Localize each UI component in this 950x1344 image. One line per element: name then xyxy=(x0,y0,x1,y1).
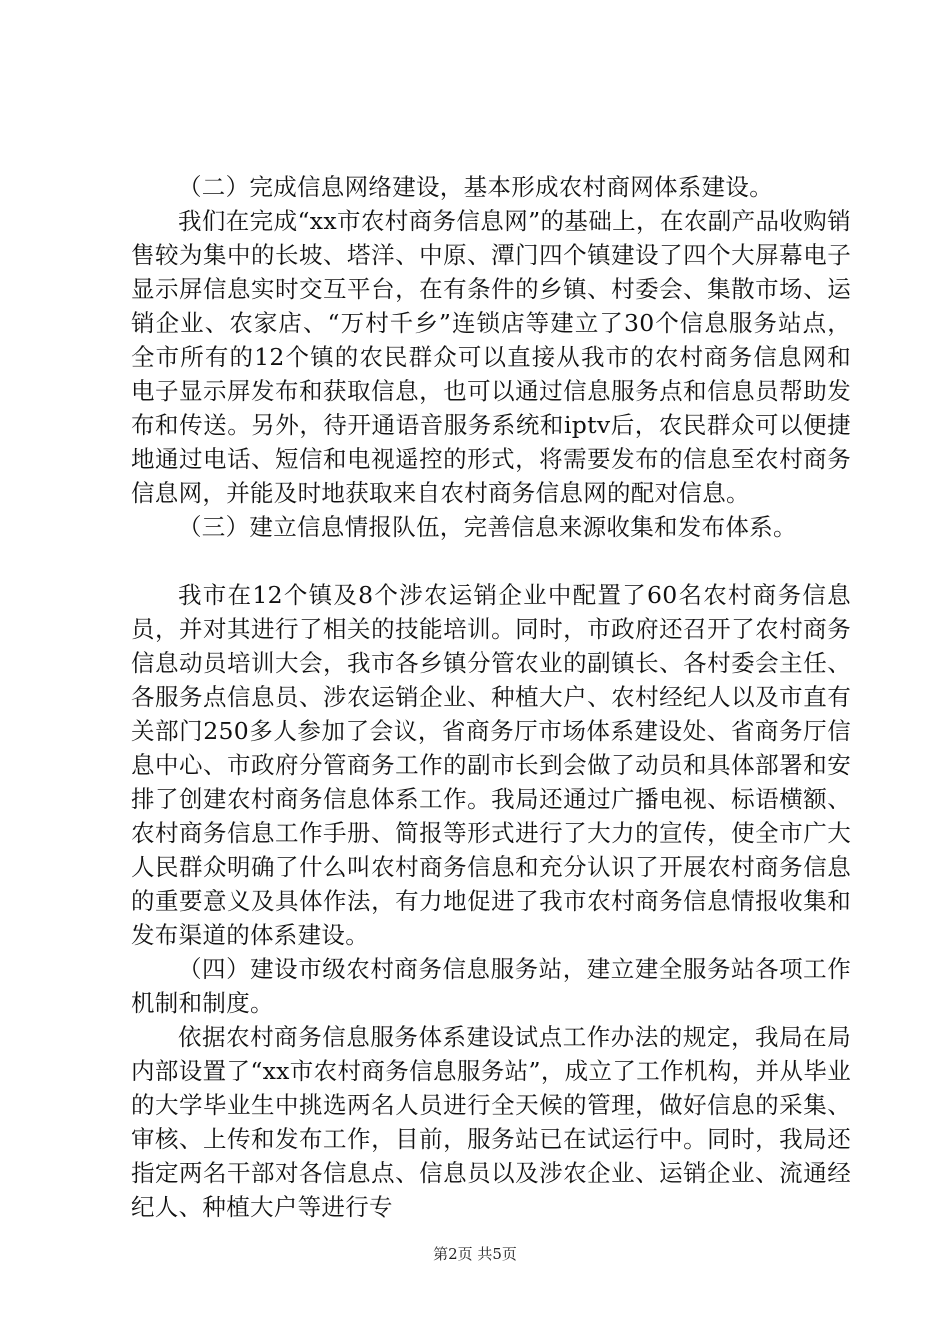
heading-section-3: （三）建立信息情报队伍，完善信息来源收集和发布体系。 xyxy=(178,513,797,541)
blank-line xyxy=(131,544,851,578)
paragraph-network: 我们在完成“xx市农村商务信息网”的基础上，在农副产品收购销售较为集中的长坡、塔洋、中原、潭门四个镇建设了四个大屏幕电子显示屏信息实时交互平台，在有条件的乡镇、村委会、集散市场、运销企业、农家店、“万村千乡”连锁店等建立了30个信息服务站点，全市所有的12个镇的农民群众可以直接从我市的农村商务信息网和电子显示屏发布和获取信息，也可以通过信息服务点和信息员帮助发布和传送。另外，待开通语音服务系统和iptv后，农民群众可以便捷地通过电话、短信和电视遥控的形式，将需要发布的信息至农村商务信息网，并能及时地获取来自农村商务信息网的配对信息。 xyxy=(131,207,851,507)
heading-section-4: （四）建设市级农村商务信息服务站，建立建全服务站各项工作机制和制度。 xyxy=(131,955,851,1017)
paragraph-service-station: 依据农村商务信息服务体系建设试点工作办法的规定，我局在局内部设置了“xx市农村商务信息服务站”，成立了工作机构，并从毕业的大学毕业生中挑选两名人员进行全天候的管理，做好信息的采集、审核、上传和发布工作，目前，服务站已在试运行中。同时，我局还指定两名干部对各信息点、信息员以及涉农企业、运销企业、流通经纪人、种植大户等进行专 xyxy=(131,1023,851,1221)
document-body xyxy=(131,170,851,1224)
heading-section-2: （二）完成信息网络建设，基本形成农村商网体系建设。 xyxy=(178,173,773,201)
page-footer: 第2页 共5页 xyxy=(433,1245,517,1263)
paragraph-info-team: 我市在12个镇及8个涉农运销企业中配置了60名农村商务信息员，并对其进行了相关的技能培训。同时，市政府还召开了农村商务信息动员培训大会，我市各乡镇分管农业的副镇长、各村委会主任、各服务点信息员、涉农运销企业、种植大户、农村经纪人以及市直有关部门250多人参加了会议，省商务厅市场体系建设处、省商务厅信息中心、市政府分管商务工作的副市长到会做了动员和具体部署和安排了创建农村商务信息体系工作。我局还通过广播电视、标语横额、农村商务信息工作手册、简报等形式进行了大力的宣传，使全市广大人民群众明确了什么叫农村商务信息和充分认识了开展农村商务信息的重要意义及具体作法，有力地促进了我市农村商务信息情报收集和发布渠道的体系建设。 xyxy=(131,581,851,949)
